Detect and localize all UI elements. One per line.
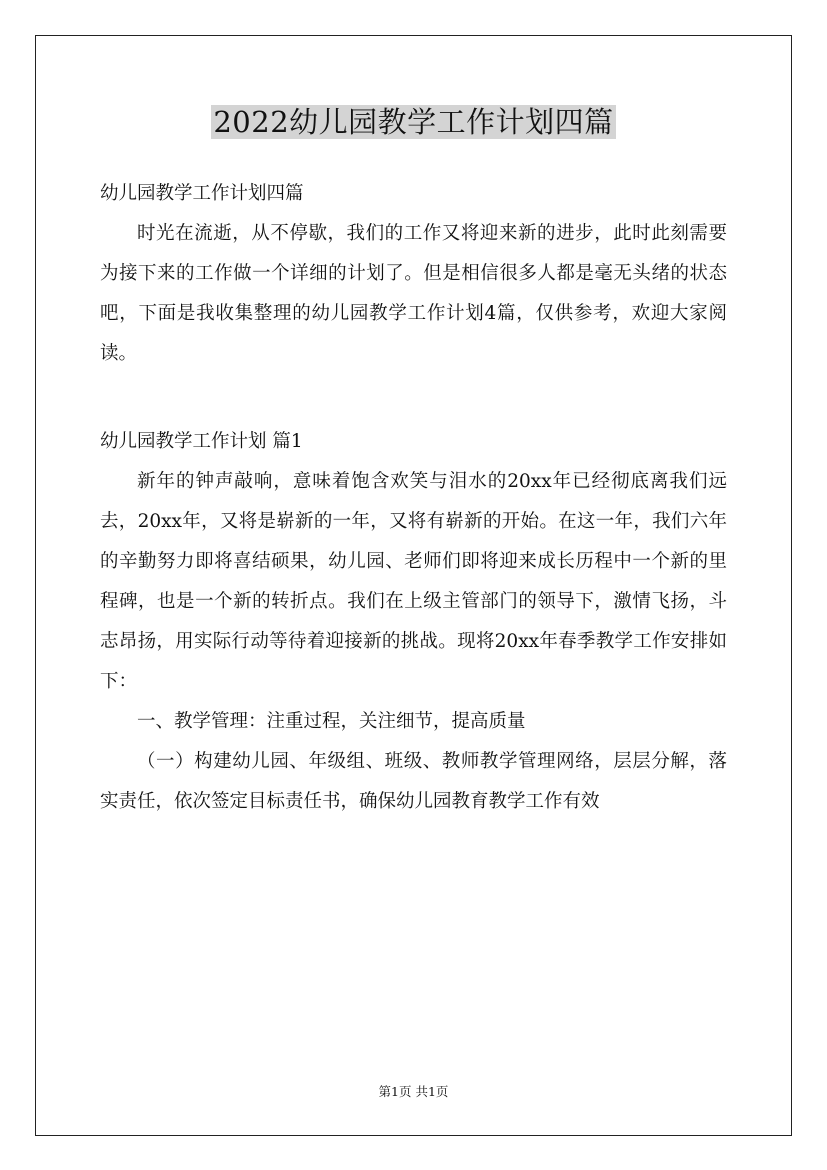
document-title (0, 100, 827, 144)
page-footer: 第1页 共1页 (378, 1084, 449, 1099)
paragraph-subtitle: 幼儿园教学工作计划四篇 (100, 183, 304, 204)
paragraph-body: （一）构建幼儿园、年级组、班级、教师教学管理网络，层层分解，落实责任，依次签定目标责任书，确保幼儿园教育教学工作有效 (100, 751, 727, 812)
paragraph-intro: 时光在流逝，从不停歇，我们的工作又将迎来新的进步，此时此刻需要为接下来的工作做一个详细的计划了。但是相信很多人都是毫无头绪的状态吧，下面是我收集整理的幼儿园教学工作计划4篇，仅供参考，欢迎大家阅读。 (100, 223, 727, 364)
section-heading: 幼儿园教学工作计划 篇1 (100, 431, 303, 452)
document-title-text: 2022幼儿园教学工作计划四篇 (213, 105, 614, 139)
subsection-heading: 一、教学管理：注重过程，关注细节，提高质量 (137, 711, 526, 732)
document-body (100, 174, 727, 822)
paragraph-body: 新年的钟声敲响，意味着饱含欢笑与泪水的20xx年已经彻底离我们远去，20xx年，又将是崭新的一年，又将有崭新的开始。在这一年，我们六年的辛勤努力即将喜结硕果，幼儿园、老师们即将迎来成长历程中一个新的里程碑，也是一个新的转折点。我们在上级主管部门的领导下，激情飞扬，斗志昂扬，用实际行动等待着迎接新的挑战。现将20xx年春季教学工作安排如下： (100, 471, 727, 692)
